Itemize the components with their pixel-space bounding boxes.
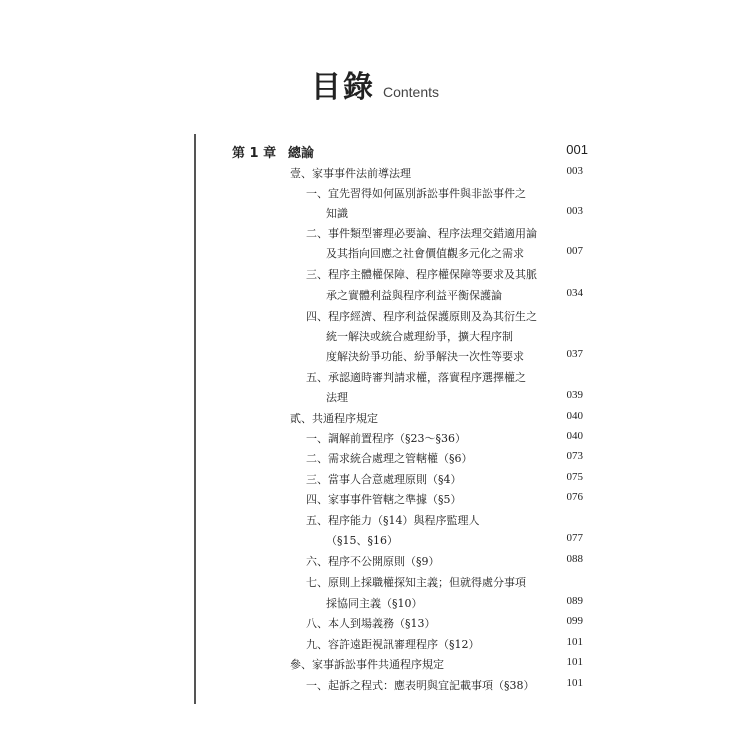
toc-entry-text: 七、原則上採職權探知主義；但就得處分事項 [306,576,526,589]
toc-entry-text: 六、程序不公開原則（§9） [306,555,440,568]
toc-entry-text: 壹、家事事件法前導法理 [290,167,411,180]
toc-entry-page: 076 [566,491,583,503]
page-title: 目錄 [310,70,375,105]
toc-entry-text: 五、程序能力（§14）與程序監理人 [306,514,480,527]
toc-entry-text: 統一解決或統合處理紛爭，擴大程序制 [326,330,513,343]
toc-entry-page: 099 [566,615,583,627]
toc-entry-page: 007 [566,245,583,257]
toc-entry-text: 九、容許遠距視訊審理程序（§12） [306,638,480,651]
toc-entry-text: 二、需求統合處理之管轄權（§6） [306,452,473,465]
toc-entry-page: 075 [566,471,583,483]
toc-entry-page: 101 [566,636,583,648]
toc-entry-text: 三、程序主體權保障、程序權保障等要求及其脈 [306,268,537,281]
toc-entry-page: 040 [566,410,583,422]
toc-entry-text: 承之實體利益與程序利益平衡保護論 [326,289,502,302]
toc-entry-page: 034 [566,287,583,299]
toc-entry-text: 一、調解前置程序（§23～§36） [306,432,466,445]
toc-entry-text: （§15、§16） [326,534,398,547]
toc-entry-text: 一、起訴之程式：應表明與宜記載事項（§38） [306,679,535,692]
toc-entry-text: 貳、共通程序規定 [290,412,378,425]
toc-entry-page: 039 [566,389,583,401]
toc-entry-page: 077 [566,532,583,544]
toc-entry-text: 一、宜先習得如何區別訴訟事件與非訟事件之 [306,187,526,200]
toc-entry-text: 及其指向回應之社會價值觀多元化之需求 [326,247,524,260]
chapter-title: 總論 [288,146,315,161]
toc-entry-text: 八、本人到場義務（§13） [306,617,436,630]
toc-entry-text: 二、事件類型審理必要論、程序法理交錯適用論 [306,227,537,240]
toc-entry-page: 101 [566,656,583,668]
toc-entry-page: 101 [566,677,583,689]
toc-entry-page: 089 [566,595,583,607]
chapter-page: 001 [566,142,588,157]
toc-entry-text: 度解決紛爭功能、紛爭解決一次性等要求 [326,350,524,363]
toc-entry-text: 法理 [326,391,348,404]
chapter-label: 第 1 章 [232,146,277,161]
toc-entry-text: 四、程序經濟、程序利益保護原則及為其衍生之 [306,310,537,323]
toc-entry-text: 三、當事人合意處理原則（§4） [306,473,462,486]
page-subtitle: Contents [382,84,440,100]
toc-entry-page: 040 [566,430,583,442]
toc-entry-text: 採協同主義（§10） [326,597,423,610]
toc-entry-page: 003 [566,165,583,177]
toc-entry-page: 003 [566,205,583,217]
toc-entry-text: 五、承認適時審判請求權，落實程序選擇權之 [306,371,526,384]
toc-entry-page: 073 [566,450,583,462]
toc-entry-text: 參、家事訴訟事件共通程序規定 [290,658,444,671]
toc-entry-text: 四、家事事件管轄之準據（§5） [306,493,462,506]
toc-entry-page: 088 [566,553,583,565]
toc-entry-text: 知識 [326,207,348,220]
toc-entry-page: 037 [566,348,583,360]
